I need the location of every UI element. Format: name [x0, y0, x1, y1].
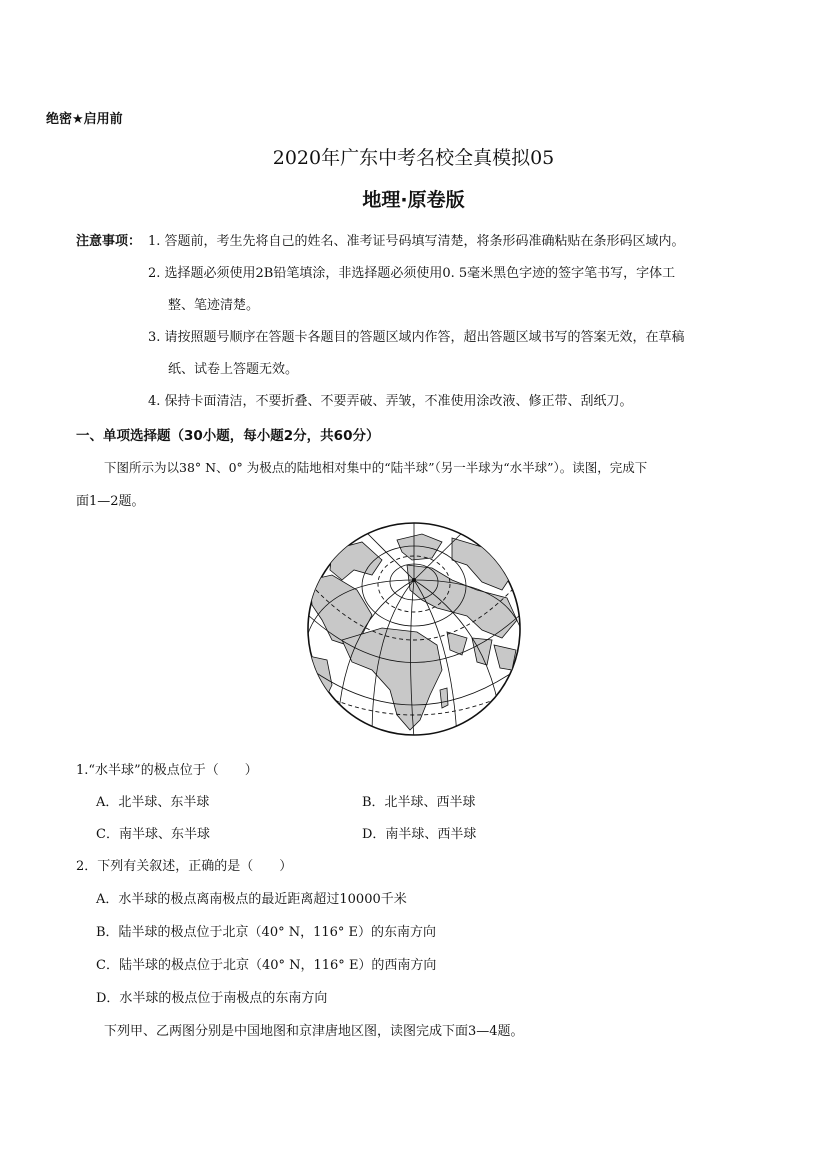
notice-item-3: 3. 请按照题号顺序在答题卡各题目的答题区域内作答，超出答题区域书写的答案无效，在草稿	[148, 330, 685, 345]
q2-option-d: D．水半球的极点位于南极点的东南方向	[96, 991, 328, 1006]
land-hemisphere-globe-map	[302, 520, 526, 738]
q2-option-b: B．陆半球的极点位于北京（40° N，116° E）的东南方向	[96, 925, 437, 940]
notice-item-4: 4. 保持卡面清洁，不要折叠、不要弄破、弄皱，不准使用涂改液、修正带、刮纸刀。	[148, 394, 633, 409]
q2-option-c: C．陆半球的极点位于北京（40° N，116° E）的西南方向	[96, 958, 437, 973]
notice-label: 注意事项：	[76, 234, 142, 249]
q2-option-a: A．水半球的极点离南极点的最近距离超过10000千米	[96, 892, 407, 907]
notice-item-1: 1. 答题前，考生先将自己的姓名、准考证号码填写清楚，将条形码准确粘贴在条形码区域内。	[148, 234, 685, 249]
q1-option-c: C．南半球、东半球	[96, 827, 210, 842]
q1-option-b: B．北半球、西半球	[362, 795, 476, 810]
section-intro-line1: 下图所示为以38° N、0° 为极点的陆地相对集中的“陆半球”（另一半球为“水半球”）。读图，完成下	[104, 460, 648, 475]
q2-stem: 2．下列有关叙述，正确的是（ ）	[76, 859, 293, 874]
next-section-intro: 下列甲、乙两图分别是中国地图和京津唐地区图，读图完成下面3—4题。	[104, 1024, 524, 1039]
q1-option-a: A．北半球、东半球	[96, 795, 210, 810]
page-title: 2020年广东中考名校全真模拟05	[272, 147, 555, 169]
confidential-mark: 绝密★启用前	[46, 112, 123, 127]
notice-item-2: 2. 选择题必须使用2B铅笔填涂，非选择题必须使用0. 5毫米黑色字迹的签字笔书写，字体工	[148, 266, 676, 281]
pole-point	[412, 578, 416, 582]
notice-item-2-cont: 整、笔迹清楚。	[168, 298, 260, 313]
section-intro-line2: 面1—2题。	[76, 494, 145, 509]
page-subtitle: 地理·原卷版	[362, 189, 465, 211]
section-heading: 一、单项选择题（30小题，每小题2分，共60分）	[76, 428, 380, 444]
q1-stem: 1.“水半球”的极点位于（ ）	[76, 763, 258, 778]
notice-item-3-cont: 纸、试卷上答题无效。	[168, 362, 299, 377]
q1-option-d: D．南半球、西半球	[362, 827, 477, 842]
